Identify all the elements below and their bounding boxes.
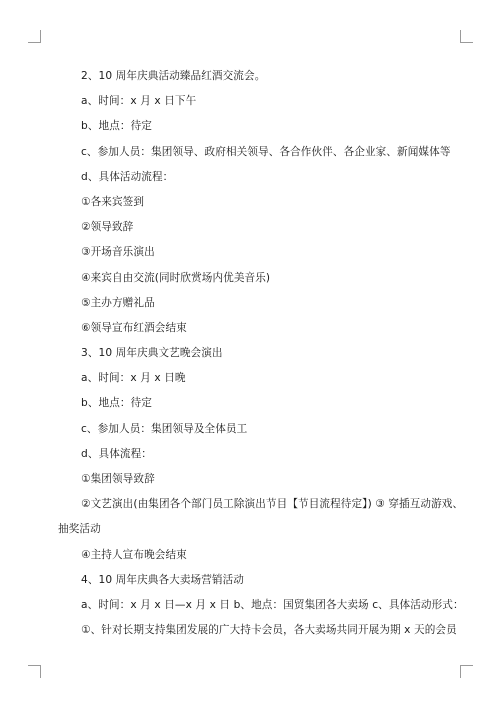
- list-item: ⑤主办方赠礼品: [81, 296, 155, 309]
- list-item-continuation: 抽奖活动: [58, 523, 101, 536]
- crop-mark-bottom-left: [28, 665, 41, 678]
- list-item: ①各来宾签到: [81, 195, 145, 208]
- paragraph-line: a、时间：x 月 x 日—x 月 x 日 b、地点：国贸集团各大卖场 c、具体活动形式：: [81, 598, 464, 611]
- paragraph-line: b、地点：待定: [81, 397, 152, 410]
- paragraph-line: ①、针对长期支持集团发展的广大持卡会员，各大卖场共同开展为期 x 天的会员: [81, 624, 457, 637]
- crop-mark-bottom-right: [460, 665, 473, 678]
- paragraph-line: c、参加人员：集团领导、政府相关领导、各合作伙伴、各企业家、新闻媒体等: [81, 145, 451, 158]
- list-item: ①集团领导致辞: [81, 473, 155, 485]
- document-body: [58, 64, 464, 643]
- list-item: ④来宾自由交流(同时欣赏场内优美音乐): [81, 271, 271, 284]
- paragraph-line: b、地点：待定: [81, 120, 152, 133]
- list-item: ③开场音乐演出: [81, 246, 155, 259]
- crop-mark-top-right: [460, 30, 473, 43]
- section-heading: 4、10 周年庆典各大卖场营销活动: [81, 573, 245, 586]
- paragraph-line: a、时间：x 月 x 日下午: [81, 95, 197, 108]
- section-heading: 3、10 周年庆典文艺晚会演出: [81, 347, 223, 360]
- list-item: ⑥领导宣布红酒会结束: [81, 321, 187, 334]
- paragraph-line: d、具体活动流程：: [81, 170, 174, 183]
- paragraph-line: c、参加人员：集团领导及全体员工: [81, 422, 248, 435]
- list-item: ②文艺演出(由集团各个部门员工除演出节目【节目流程待定】) ③ 穿插互动游戏、: [81, 498, 464, 511]
- list-item: ④主持人宣布晚会结束: [81, 548, 187, 561]
- paragraph-line: a、时间：x 月 x 日晚: [81, 372, 186, 385]
- list-item: ②领导致辞: [81, 221, 134, 234]
- section-heading: 2、10 周年庆典活动臻品红酒交流会。: [81, 70, 266, 82]
- crop-mark-top-left: [28, 30, 41, 43]
- paragraph-line: d、具体流程：: [81, 447, 152, 460]
